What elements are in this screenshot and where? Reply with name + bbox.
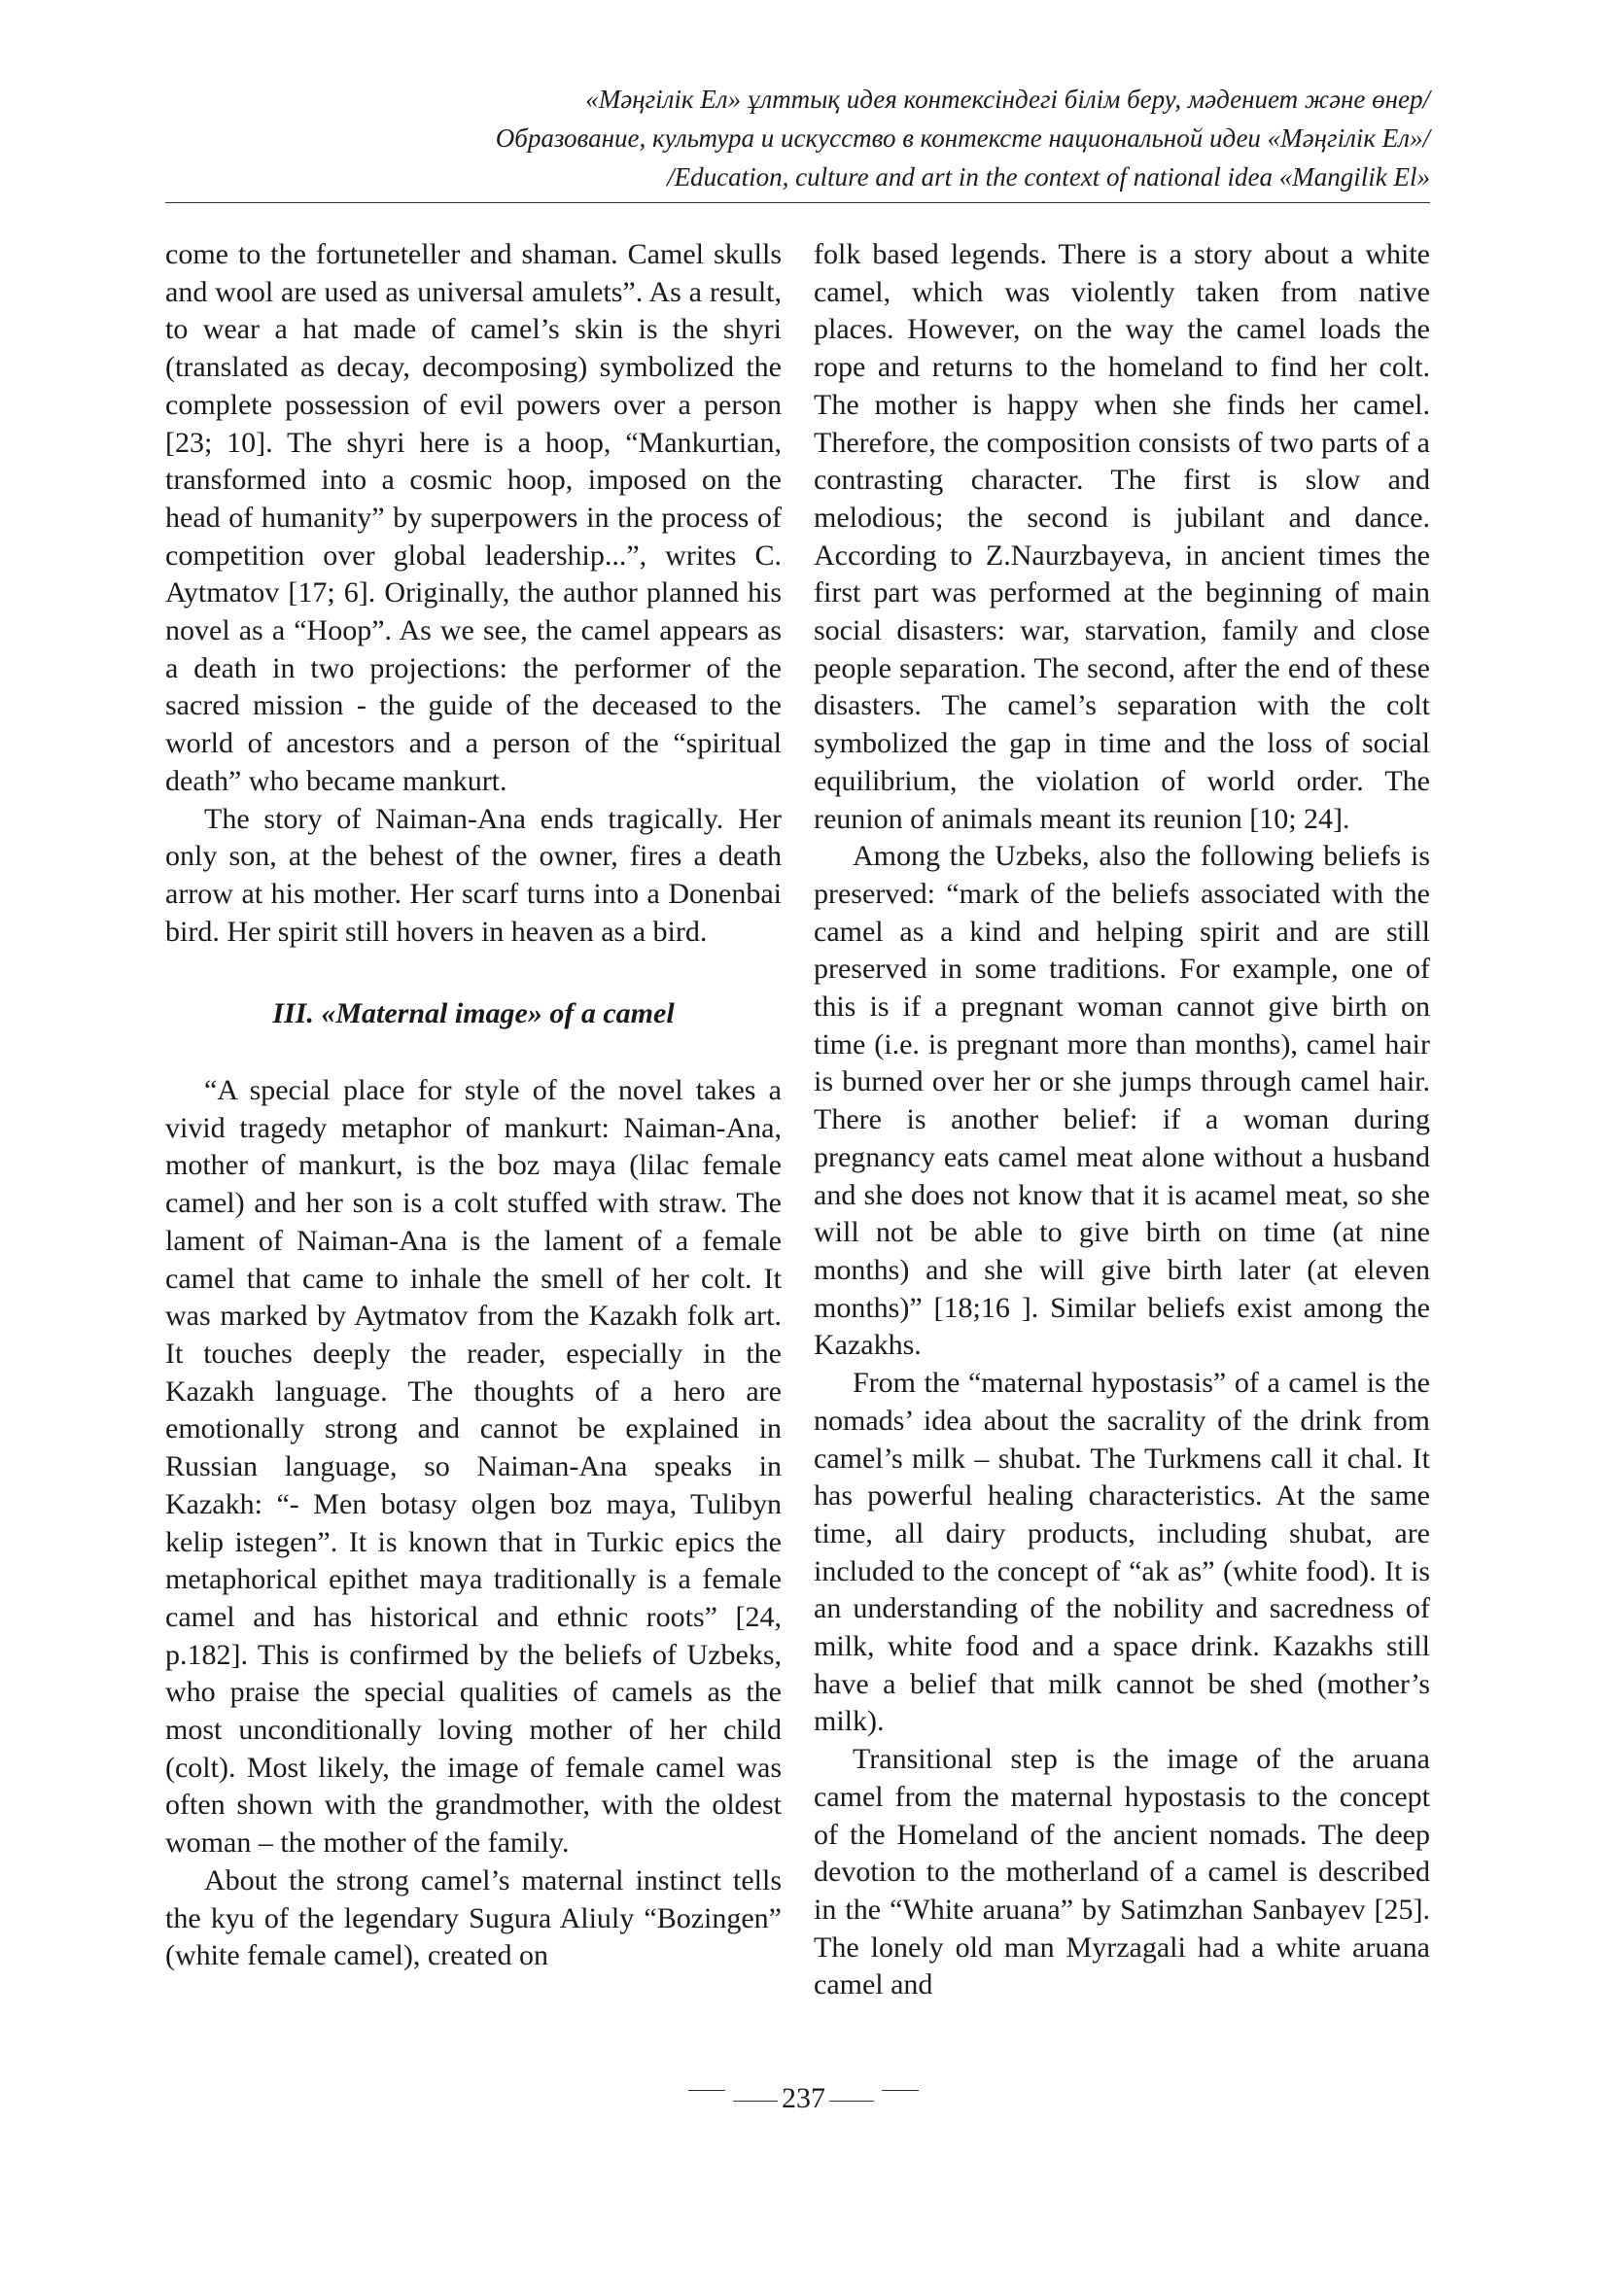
header-line-russian: Образование, культура и искусство в контексте национальной идеи «Мәңгілік Ел»/ <box>495 123 1430 153</box>
page-footer <box>0 2080 1607 2117</box>
paragraph: About the strong camel’s maternal instinct tells the kyu of the legendary Sugura Aliuly “Bozingen” (white female camel), created on <box>165 1863 782 1972</box>
page-number: 237 <box>782 2082 825 2114</box>
footer-rule-left-outer <box>688 2090 725 2091</box>
running-header <box>165 80 1430 196</box>
header-line-kazakh: «Мәңгілік Ел» ұлттық идея контексіндегі білім беру, мәдениет және өнер/ <box>585 85 1430 114</box>
section-heading: III. «Maternal image» of a camel <box>272 997 675 1030</box>
paragraph: From the “maternal hypostasis” of a camel is the nomads’ idea about the sacrality of the drink from camel’s milk – shubat. The Turkmens call it chal. It has powerful healing characteristics. At the same time, all dairy products, including shubat, are included to the concept of “ak as” (white food). It is an understanding of the nobility and sacredness of milk, white food and a space drink. Kazakhs still have a belief that milk cannot be shed (mother’s milk). <box>814 1367 1430 1738</box>
paragraph: Among the Uzbeks, also the following beliefs is preserved: “mark of the beliefs associated with the camel as a kind and helping spirit and are still preserved in some traditions. For example, one of this is if a pregnant woman cannot give birth on time (i.e. is pregnant more than months), camel hair is burned over her or she jumps through camel hair. There is another belief: if a woman during pregnancy eats camel meat alone without a husband and she does not know that it is acamel meat, so she will not be able to give birth on time (at nine months) and she will give birth later (at eleven months)” [18;16 ]. Similar beliefs exist among the Kazakhs. <box>814 840 1430 1362</box>
paragraph: come to the fortuneteller and shaman. Camel skulls and wool are used as universal amulets”. As a result, to wear a hat made of camel’s skin is the shyri (translated as decay, decomposing) symbolized the complete possession of evil powers over a person [23; 10]. The shyri here is a hoop, “Mankurtian, transformed into a cosmic hoop, imposed on the head of humanity” by superpowers in the process of competition over global leadership...”, writes C. Aytmatov [17; 6]. Originally, the author planned his novel as a “Hoop”. As we see, the camel appears as a death in two projections: the performer of the sacred mission - the guide of the deceased to the world of ancestors and a person of the “spiritual death” who became mankurt. <box>165 238 782 797</box>
right-column-body <box>814 236 1430 2004</box>
paragraph: The story of Naiman-Ana ends tragically. Her only son, at the behest of the owner, fires a death arrow at his mother. Her scarf turns into a Donenbai bird. Her spirit still hovers in heaven as a bird. <box>165 802 782 948</box>
footer-rule-right <box>829 2101 874 2102</box>
paragraph: “A special place for style of the novel takes a vivid tragedy metaphor of mankurt: Naiman-Ana, mother of mankurt, is the boz maya (lilac female camel) and her son is a colt stuffed with straw. The lament of Naiman-Ana is the lament of a female camel that came to inhale the smell of her colt. It was marked by Aytmatov from the Kazakh folk art. It touches deeply the reader, especially in the Kazakh language. The thoughts of a hero are emotionally strong and cannot be explained in Russian language, so Naiman-Ana speaks in Kazakh: “- Men botasy olgen boz maya, Tulibyn kelip istegen”. It is known that in Turkic epics the metaphorical epithet maya traditionally is a female camel and has historical and ethnic roots” [24, p.182]. This is confirmed by the beliefs of Uzbeks, who praise the special qualities of camels as the most unconditionally loving mother of her child (colt). Most likely, the image of female camel was often shown with the grandmother, with the oldest woman – the mother of the family. <box>165 1074 782 1860</box>
footer-rule-right-outer <box>882 2090 919 2091</box>
left-column-before-heading <box>165 236 782 951</box>
paragraph: folk based legends. There is a story about a white camel, which was violently taken from native places. However, on the way the camel loads the rope and returns to the homeland to find her colt. The mother is happy when she finds her camel. Therefore, the composition consists of two parts of a contrasting character. The first is slow and melodious; the second is jubilant and dance. According to Z.Naurzbayeva, in ancient times the first part was performed at the beginning of main social disasters: war, starvation, family and close people separation. The second, after the end of these disasters. The camel’s separation with the colt symbolized the gap in time and the loss of social equilibrium, the violation of world order. The reunion of animals meant its reunion [10; 24]. <box>814 238 1430 835</box>
paragraph: Transitional step is the image of the aruana camel from the maternal hypostasis to the concept of the Homeland of the ancient nomads. The deep devotion to the motherland of a camel is described in the “White aruana” by Satimzhan Sanbayev [25]. The lonely old man Myrzagali had a white aruana camel and <box>814 1743 1430 2001</box>
left-column-after-heading <box>165 1072 782 1975</box>
header-rule <box>165 202 1430 203</box>
footer-rule-left <box>733 2101 778 2102</box>
left-column <box>165 236 782 1975</box>
header-line-english: /Education, culture and art in the context of national idea «Mangilik El» <box>667 162 1430 191</box>
right-column <box>814 236 1430 2004</box>
